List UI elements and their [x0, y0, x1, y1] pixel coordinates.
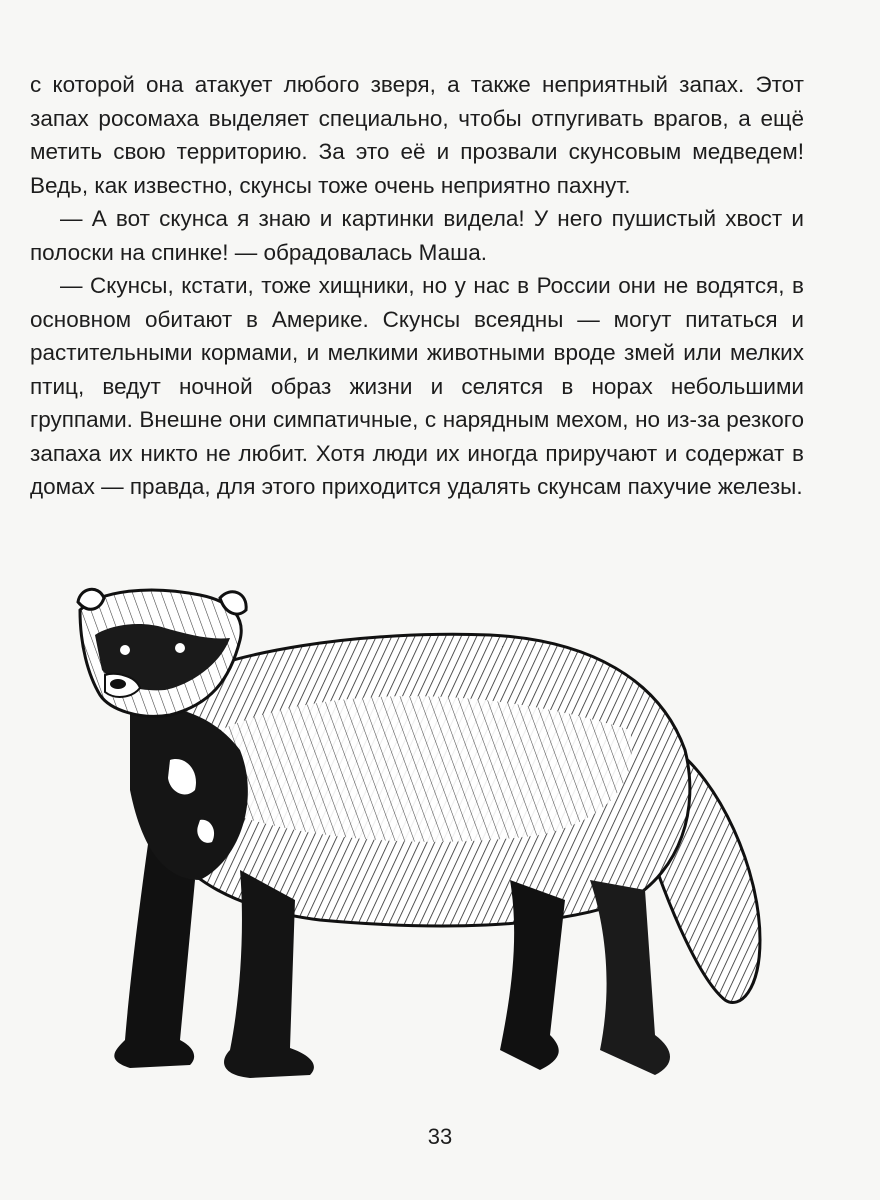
back-leg-right [590, 880, 670, 1075]
paragraph-1: с которой она атакует любого зверя, а также неприятный запах. Этот запах росомаха выделяет специально, чтобы отпугивать врагов, а ещё метить свою территорию. За это её и прозвали скунсовым медведем! Ведь, как известно, скунсы тоже очень неприятно пахнут. [30, 72, 804, 198]
eye-left [120, 645, 130, 655]
body-text [30, 68, 804, 504]
eye-right [175, 643, 185, 653]
paragraph-2: — А вот скунса я знаю и картинки видела! У него пушистый хвост и полоски на спинке! — обрадовалась Маша. [30, 206, 804, 265]
nose [110, 679, 126, 689]
side-band [220, 696, 632, 842]
paragraph-3: — Скунсы, кстати, тоже хищники, но у нас в России они не водятся, в основном обитают в Америке. Скунсы всеядны — могут питаться и растительными кормами, и мелкими животными вроде змей или мелких птиц, ведут ночной образ жизни и селятся в норах небольшими группами. Внешне они симпатичные, с нарядным мехом, но из-за резкого запаха их никто не любит. Хотя люди их иногда приручают и содержат в домах — правда, для этого приходится удалять скунсам пахучие железы. [30, 273, 804, 499]
ear-left [78, 589, 104, 609]
page-number: 33 [427, 1124, 453, 1149]
wolverine-illustration [70, 580, 770, 1110]
